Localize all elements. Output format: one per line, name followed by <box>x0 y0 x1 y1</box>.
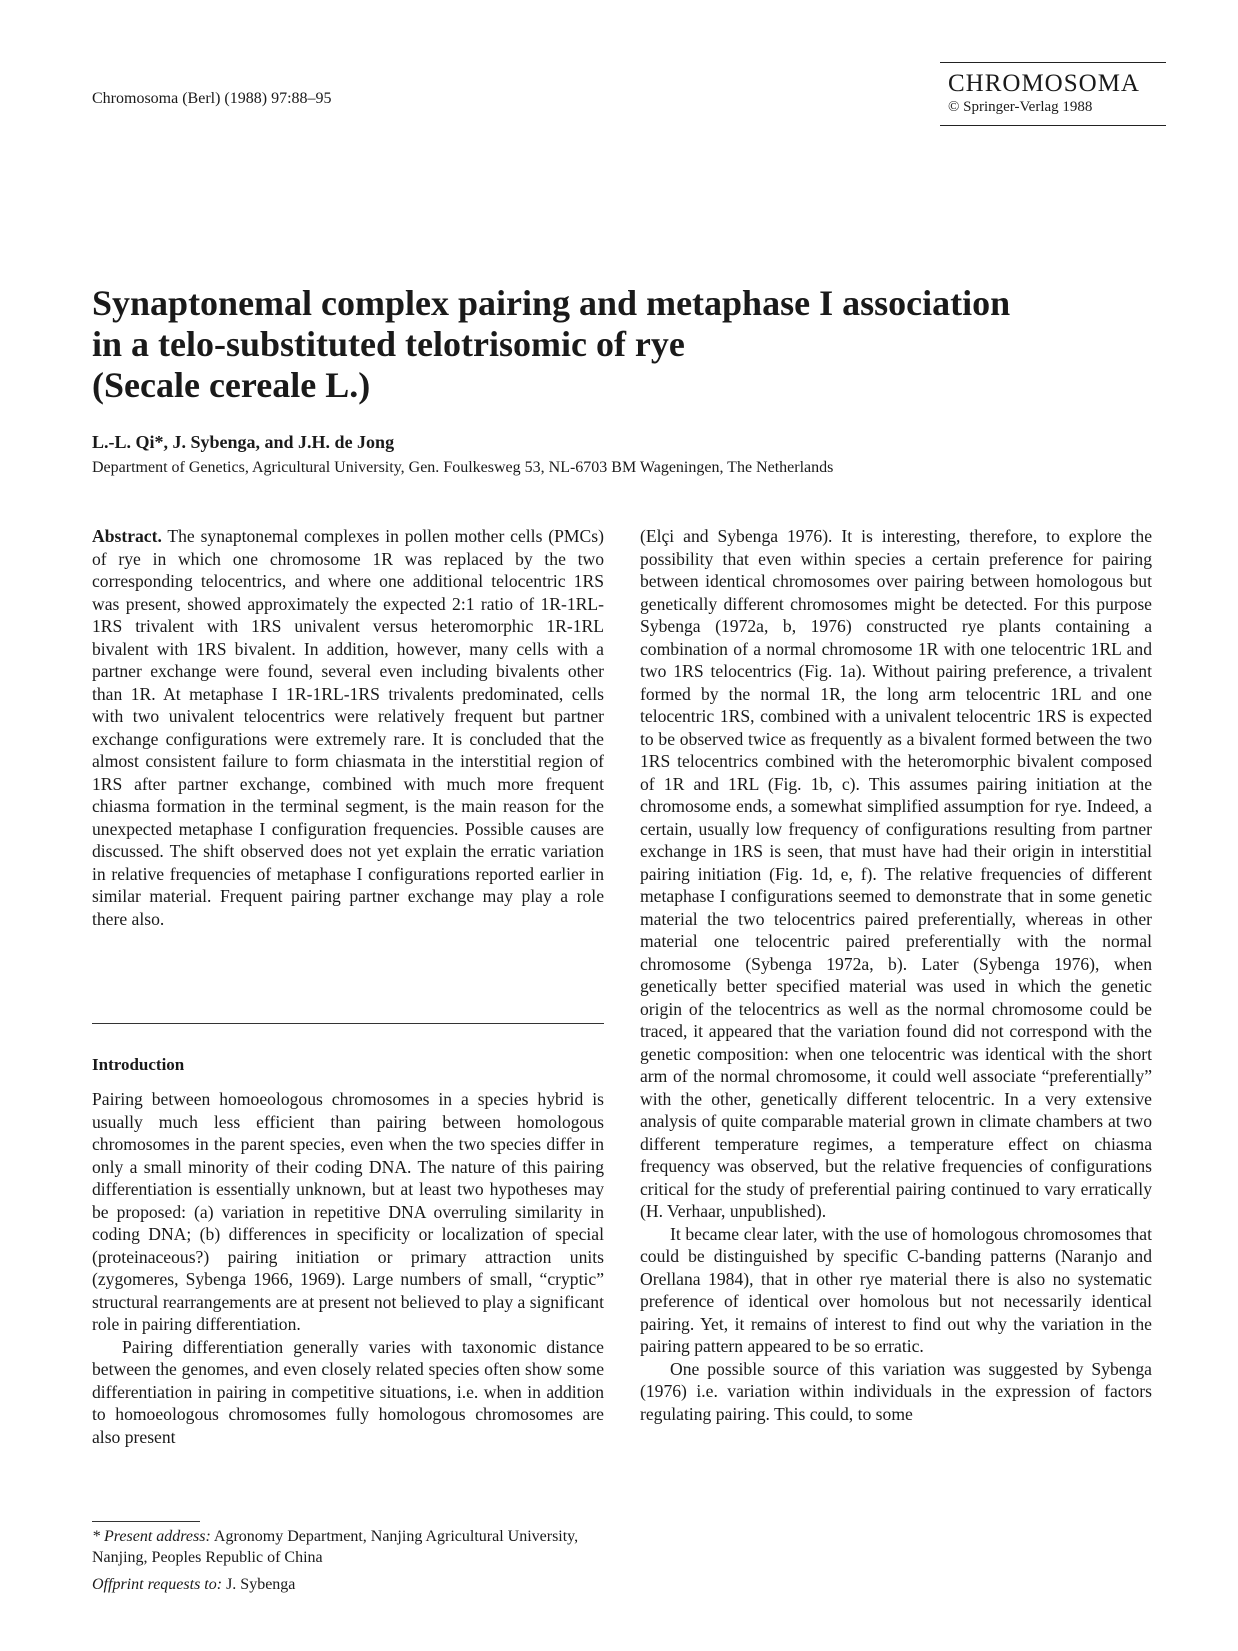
citation: Chromosoma (Berl) (1988) 97:88–95 <box>92 90 332 107</box>
article-title <box>92 283 1092 406</box>
intro-paragraph-2: Pairing differentiation generally varies with taxonomic distance between the genomes, and even closely related species often show some differentiation in pairing in competitive situations, i.e. when in addition to homoeologous chromosomes fully homologous chromosomes are also present <box>92 1336 604 1447</box>
footnotes <box>92 1526 604 1601</box>
right-paragraph-2: It became clear later, with the use of homologous chromosomes that could be distinguished by specific C-banding patterns (Naranjo and Orellana 1984), that in other rye material there is also no systematic preference of identical over homolous but not necessarily identical pairing. Yet, it remains of interest to find out why the variation in the pairing pattern appeared to be so erratic. <box>640 1223 1152 1356</box>
introduction-heading: Introduction <box>92 1055 185 1074</box>
abstract-text: The synaptonemal complexes in pollen mother cells (PMCs) of rye in which one chromosome 1R was replaced by the two corresponding telocentrics, and where one additional telocentric 1RS was present, showed approximately the expected 2:1 ratio of 1R-1RL-1RS trivalent with 1RS univalent versus heteromorphic 1R-1RL bivalent with 1RS bivalent. In addition, however, many cells with a partner exchange were found, several even including bivalents other than 1R. At metaphase I 1R-1RL-1RS trivalents predominated, cells with two univalent telocentrics were relatively frequent but partner exchange configurations were extremely rare. It is concluded that the almost consistent failure to form chiasmata in the interstitial region of 1RS after partner exchange, combined with much more frequent chiasma formation in the terminal segment, is the main reason for the unexpected metaphase I configuration frequencies. Possible causes are discussed. The shift observed does not yet explain the erratic variation in relative frequencies of metaphase I configurations reported earlier in similar material. Frequent pairing partner exchange may play a role there also. <box>92 526 604 929</box>
right-paragraph-3: One possible source of this variation was suggested by Sybenga (1976) i.e. variation within individuals in the expression of factors regulating pairing. This could, to some <box>640 1358 1152 1424</box>
right-column <box>640 525 1152 1425</box>
title-line-1: Synaptonemal complex pairing and metaphase I association <box>92 283 1011 323</box>
affiliation: Department of Genetics, Agricultural University, Gen. Foulkesweg 53, NL-6703 BM Wageningen, The Netherlands <box>92 459 834 476</box>
abstract-label: Abstract. <box>92 526 162 546</box>
title-line-3: (Secale cereale L.) <box>92 365 371 405</box>
title-line-2: in a telo-substituted telotrisomic of rye <box>92 324 685 364</box>
present-address-text: Agronomy Department, Nanjing Agricultural University, Nanjing, Peoples Republic of China <box>92 1528 579 1566</box>
present-address-label: * Present address: <box>92 1528 211 1545</box>
authors: L.-L. Qi*, J. Sybenga, and J.H. de Jong <box>92 432 395 452</box>
right-paragraph-1: (Elçi and Sybenga 1976). It is interesting, therefore, to explore the possibility that even within species a certain preference for pairing between identical chromosomes over pairing between homologous but genetically different chromosomes might be detected. For this purpose Sybenga (1972a, b, 1976) constructed rye plants containing a combination of a normal chromosome 1R with one telocentric 1RL and two 1RS telocentrics (Fig. 1a). Without pairing preference, a trivalent formed by the normal 1R, the long arm telocentric 1RL and one telocentric 1RS, combined with a univalent telocentric 1RS is expected to be observed twice as frequently as a bivalent formed between the two 1RS telocentrics combined with the heteromorphic bivalent composed of 1R and 1RL (Fig. 1b, c). This assumes pairing initiation at the chromosome ends, a somewhat simplified assumption for rye. Indeed, a certain, usually low frequency of configurations resulting from partner exchange in 1RS is seen, that must have had their origin in interstitial pairing initiation (Fig. 1d, e, f). The relative frequencies of different metaphase I configurations seemed to demonstrate that in some genetic material the two telocentrics paired preferentially, whereas in other material one telocentric paired preferentially with the normal chromosome (Sybenga 1972a, b). Later (Sybenga 1976), when genetically better specified material was used in which the genetic origin of the telocentrics as well as the normal chromosome could be traced, it appeared that the variation found did not correspond with the genetic composition: when one telocentric was identical with the short arm of the normal chromosome, it could well associate “preferentially” with the other, genetically different telocentric. In a very extensive analysis of quite comparable material grown in climate chambers at two different temperature regimes, a temperature effect on chiasma frequency was observed, but the relative frequencies of configurations critical for the study of preferential pairing continued to vary erratically (H. Verhaar, unpublished). <box>640 526 1152 1221</box>
offprint-text: J. Sybenga <box>226 1576 296 1593</box>
offprint-label: Offprint requests to: <box>92 1576 223 1593</box>
introduction-body <box>92 1088 604 1448</box>
journal-name: CHROMOSOMA <box>948 70 1140 97</box>
abstract-divider <box>92 1023 604 1024</box>
footnote-divider <box>92 1521 200 1522</box>
copyright: © Springer-Verlag 1988 <box>948 99 1093 115</box>
abstract <box>92 525 604 930</box>
intro-paragraph-1: Pairing between homoeologous chromosomes in a species hybrid is usually much less efficient than pairing between homologous chromosomes in the parent species, even when the two species differ in only a small minority of their coding DNA. The nature of this pairing differentiation is essentially unknown, but at least two hypotheses may be proposed: (a) variation in repetitive DNA overruling similarity in coding DNA; (b) differences in specificity or localization of special (proteinaceous?) pairing initiation or primary attraction units (zygomeres, Sybenga 1966, 1969). Large numbers of small, “cryptic” structural rearrangements are at present not believed to play a significant role in pairing differentiation. <box>92 1089 604 1334</box>
journal-masthead <box>940 62 1166 126</box>
